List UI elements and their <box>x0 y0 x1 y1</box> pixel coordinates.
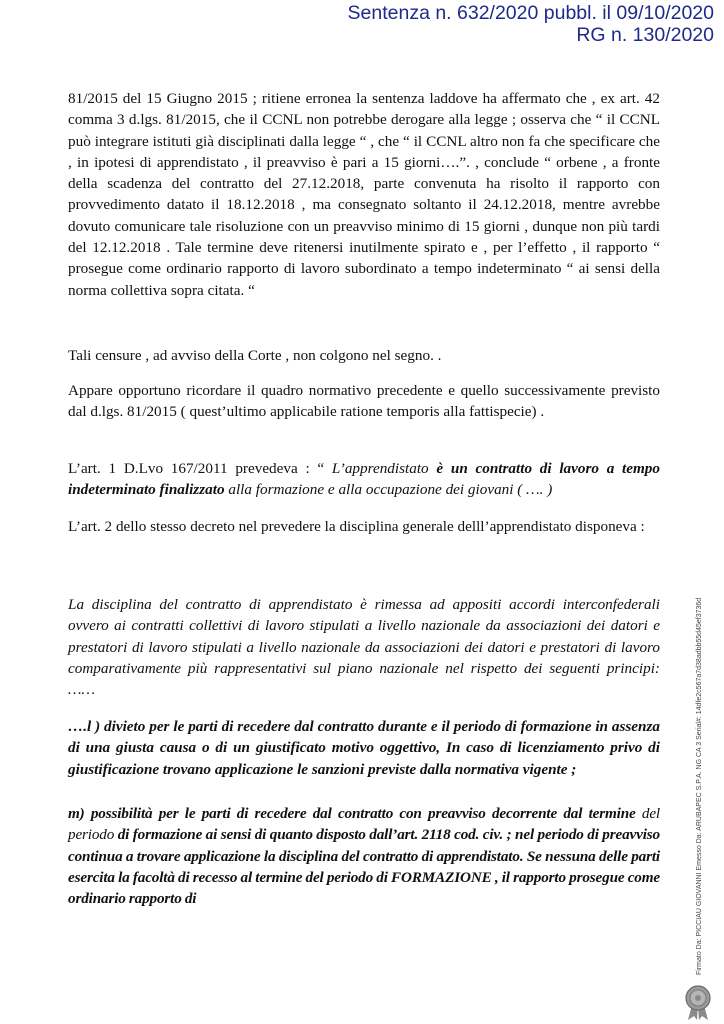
paragraph-art-1 <box>68 458 660 501</box>
art-1-quote-end: alla formazione e alla occupazione dei giovani ( …. ) <box>224 481 553 499</box>
paragraph-art-2-quote: La disciplina del contratto di apprendistato è rimessa ad appositi accordi interconfederali ovvero ai contratti collettivi di lavoro stipulati a livello nazionale da associazioni dei datori e prestatori di lavoro stipulati a livello nazionale da associazioni dei datori e prestatori di lavoro comparativamente più rappresentativi sul piano nazionale nel rispetto dei seguenti principi: …… <box>68 596 660 699</box>
letter-m-part-a: m) possibilità per le parti di recedere dal contratto con preavviso decorrente dal termine <box>68 805 636 822</box>
paragraph-normative-framework: Appare opportuno ricordare il quadro normativo precedente e quello successivamente previsto dal d.lgs. 81/2015 ( quest’ultimo applicabile ratione temporis alla fattispecie) . <box>68 382 660 421</box>
art-1-quote-start: L’apprendistato <box>331 460 437 477</box>
paragraph-letter-m <box>68 803 660 909</box>
case-number-stamp: RG n. 130/2020 <box>576 24 714 46</box>
letter-m-part-c: di formazione ai sensi di quanto disposto dall’art. 2118 cod. civ. ; nel periodo di preavviso continua a trovare applicazione la disciplina del contratto di apprendistato. Se nessuna delle parti esercita la facoltà di recesso al termine del periodo di FORMAZIONE , il rapporto prosegue come ordinario rapporto di <box>68 826 660 908</box>
paragraph-letter-l: ….l ) divieto per le parti di recedere dal contratto durante e il periodo di formazione in assenza di una giusta causa o di un giustificato motivo oggettivo, In caso di licenziamento privo di giustificazione trovano applicazione le sanzioni previste dalla normativa vigente ; <box>68 718 660 778</box>
digital-signature-text: Firmato Da: PICCIAU GIOVANNI Emesso Da: ARUBAPEC S.P.A. NG CA 3 Serial#: 14dfe2c567a7d38adbb55d45ef3736d <box>696 597 703 975</box>
art-1-lead: L’art. 1 D.Lvo 167/2011 prevedeva : “ <box>68 460 332 477</box>
letter-m-part-b: del periodo <box>68 805 660 844</box>
award-seal-icon <box>683 985 713 1021</box>
paragraph-art-2: L’art. 2 dello stesso decreto nel prevedere la disciplina generale delll’apprendistato disponeva : <box>68 518 645 535</box>
publication-stamp: Sentenza n. 632/2020 pubbl. il 09/10/2020 <box>347 2 714 24</box>
paragraph-court-opinion: Tali censure , ad avviso della Corte , non colgono nel segno. . <box>68 347 442 364</box>
art-1-quote-emphasis: è un contratto di lavoro a tempo indeterminato finalizzato <box>68 460 660 499</box>
paragraph-appeal-arguments: 81/2015 del 15 Giugno 2015 ; ritiene erronea la sentenza laddove ha affermato che , ex art. 42 comma 3 d.lgs. 81/2015, che il CCNL non potrebbe derogare alla legge ; osserva che “ il CCNL può integrare istituti già disciplinati dalla legge “ , che “ il CCNL altro non fa che specificare che , in ipotesi di apprendistato , il preavviso è pari a 15 giorni….”. , conclude “ orbene , a fronte della scadenza del contratto del 27.12.2018, parte convenuta ha risolto il rapporto con provvedimento datato il 18.12.2018 , ma consegnato soltanto il 24.12.2018, mentre avrebbe dovuto comunicare tale risoluzione con un preavviso minimo di 15 giorni , dunque non più tardi del 12.12.2018 . Tale termine deve ritenersi inutilmente spirato e , per l’effetto , il rapporto “ prosegue come ordinario rapporto di lavoro subordinato a tempo indeterminato “ ai sensi della norma collettiva sopra citata. “ <box>68 90 660 299</box>
